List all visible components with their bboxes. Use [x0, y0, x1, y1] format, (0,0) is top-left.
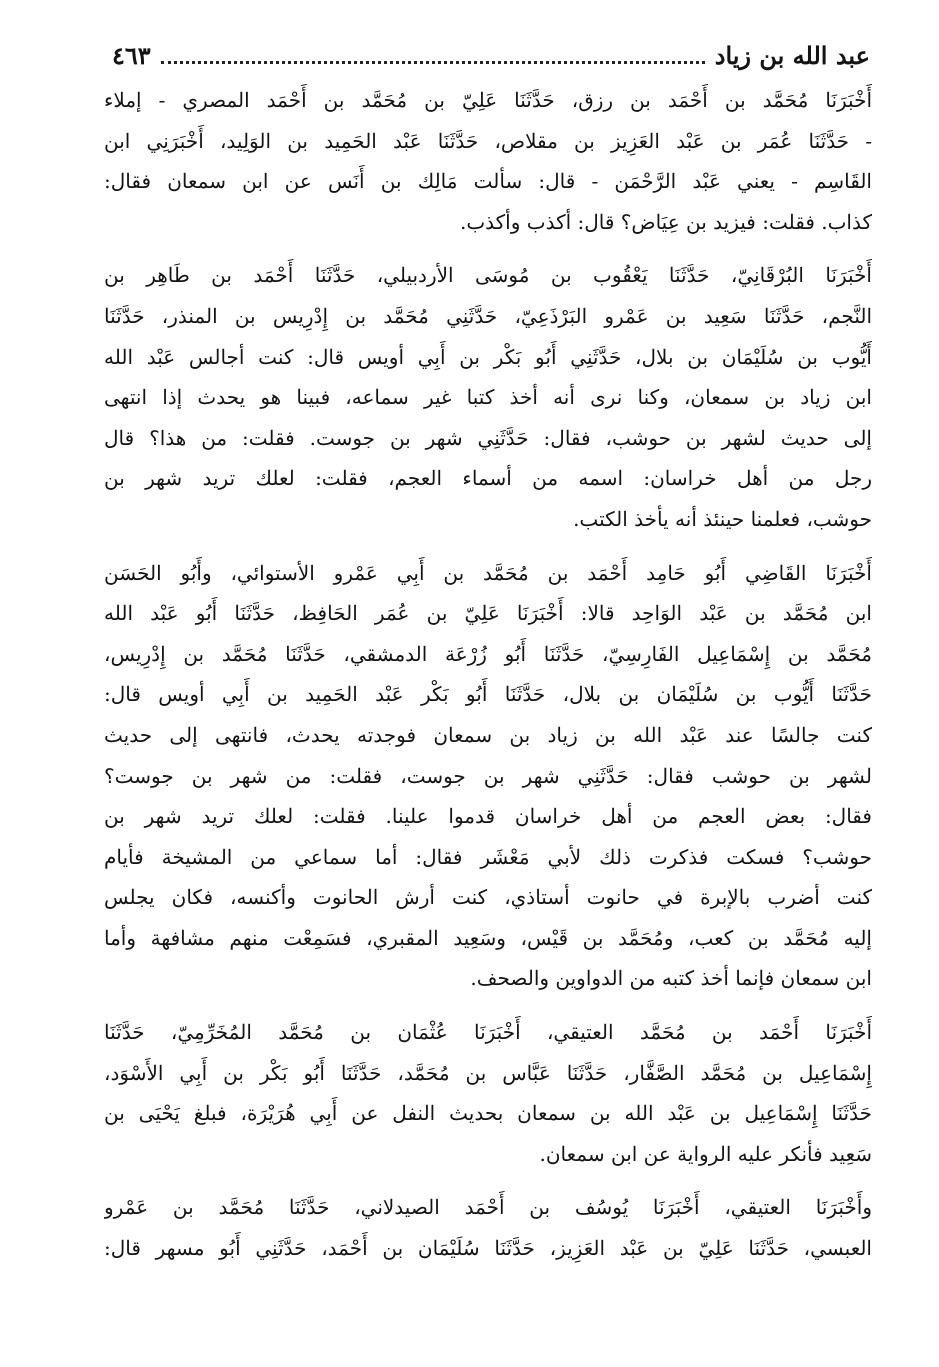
text-line: ابن سمعان فإنما أخذ كتبه من الدواوين والصحف.	[470, 966, 872, 991]
dotted-leader	[161, 53, 705, 64]
paragraph-1	[104, 80, 872, 242]
text-line: أَيُّوب بن سُلَيْمَان بن بلال، حَدَّثَنِي أَبُو بَكْر بن أَبِي أويس قال: كنت أجالس عَبْد الله	[104, 344, 872, 369]
text-line: حَدَّثَنَا أَيُّوب بن سُلَيْمَان بن بلال، حَدَّثَنَا أَبُو بَكْر عَبْد الحَمِيد بن أَبِي أويس قال:	[104, 682, 872, 707]
text-line: النَّجم، حَدَّثَنَا سَعِيد بن عَمْرو البَرْذَعِيّ، حَدَّثَنِي مُحَمَّد بن إِدْرِيس بن المنذر، حَدَّثَنَا	[104, 303, 872, 328]
text-line: أَخْبَرَنَا القَاضِي أَبُو حَامِد أَحْمَد بن مُحَمَّد بن أَبِي عَمْرو الأستوائي، وأَبُو الحَسَن	[104, 560, 872, 585]
text-line: إلى حديث لشهر بن حوشب، فقال: حَدَّثَنِي شهر بن جوست. فقلت: من هذا؟ قال	[104, 425, 872, 450]
paragraph-4	[104, 1012, 872, 1174]
paragraph-5	[104, 1187, 872, 1268]
text-line: سَعِيد فأنكر عليه الرواية عن ابن سمعان.	[539, 1141, 872, 1166]
paragraph-2	[104, 255, 872, 539]
text-line: ابن زياد بن سمعان، وكنا نرى أنه أخذ كتبا غير سماعه، فبينا هو يحدث إذا انتهى	[104, 385, 872, 410]
text-line: إليه مُحَمَّد بن كعب، ومُحَمَّد بن قَيْس، وسَعِيد المقبري، فسَمِعْت منهم مشافهة وأما	[104, 925, 872, 950]
paragraph-3	[104, 553, 872, 1000]
text-line: إِسْمَاعِيل بن مُحَمَّد الصَّفَّار، حَدَّثَنَا عَبَّاس بن مُحَمَّد، حَدَّثَنَا أَبُو بَكْر بن أَبِي الأَسْوَد،	[104, 1060, 872, 1085]
page-header	[112, 30, 870, 70]
text-line: أَخْبَرَنَا البُرْقَانِيّ، حَدَّثَنَا يَعْقُوب بن مُوسَى الأردبيلي، حَدَّثَنَا أَحْمَد بن طَاهِر بن	[104, 263, 872, 288]
text-line: حوشب، فعلمنا حينئذ أنه يأخذ الكتب.	[573, 506, 872, 531]
text-line: مُحَمَّد بن إِسْمَاعِيل الفَارِسِيّ، حَدَّثَنَا أَبُو زُرْعَة الدمشقي، حَدَّثَنَا مُحَمَّد بن إِدْرِيس،	[104, 641, 872, 666]
text-line: حوشب؟ فسكت فذكرت ذلك لأبي مَعْشَر فقال: أما سماعي من المشيخة فأيام	[104, 844, 872, 869]
text-line: العبسي، حَدَّثَنَا عَلِيّ بن عَبْد العَزِيز، حَدَّثَنَا سُلَيْمَان بن أَحْمَد، حَدَّثَنِي أَبُو مسهر قال:	[104, 1236, 872, 1261]
text-line: أَخْبَرَنَا مُحَمَّد بن أَحْمَد بن رزق، حَدَّثَنَا عَلِيّ بن مُحَمَّد بن أَحْمَد المصري - إملاء	[104, 88, 872, 112]
text-line: رجل من أهل خراسان: اسمه من أسماء العجم، فقلت: لعلك تريد شهر بن	[104, 466, 872, 491]
text-line: ابن مُحَمَّد بن عَبْد الوَاحِد قالا: أَخْبَرَنَا عَلِيّ بن عُمَر الحَافِظ، حَدَّثَنَا أَبُو عَبْد الله	[104, 601, 872, 626]
text-line: القَاسِم - يعني عَبْد الرَّحْمَن - قال: سألت مَالِك بن أَنَس عن ابن سمعان فقال:	[104, 169, 872, 194]
page-number: ٤٦٣	[112, 41, 151, 70]
text-line: حَدَّثَنَا إِسْمَاعِيل بن عَبْد الله بن سمعان بحديث النفل عن أَبِي هُرَيْرَة، فبلغ يَحْيَى بن	[104, 1101, 872, 1126]
text-line: فقال: بعض العجم من أهل خراسان قدموا علينا. فقلت: لعلك تريد شهر بن	[104, 804, 872, 829]
text-line: وأَخْبَرَنَا العتيقي، أَخْبَرَنَا يُوسُف بن أَحْمَد الصيدلاني، حَدَّثَنَا مُحَمَّد بن عَمْرو	[104, 1195, 872, 1220]
text-line: أَخْبَرَنَا أَحْمَد بن مُحَمَّد العتيقي، أَخْبَرَنَا عُثْمَان بن مُحَمَّد المُخَرِّمِيّ، حَدَّثَنَا	[104, 1020, 872, 1045]
text-line: لشهر بن حوشب فقال: حَدَّثَنِي شهر بن جوست، فقلت: من شهر بن جوست؟	[104, 763, 872, 788]
text-line: كذاب. فقلت: فيزيد بن عِيَاض؟ قال: أكذب وأكذب.	[459, 209, 872, 234]
running-head: عبد الله بن زياد	[714, 41, 870, 70]
text-line: كنت جالسًا عند عَبْد الله بن زياد بن سمعان فوجدته يحدث، فانتهى إلى حديث	[104, 722, 872, 747]
main-text	[104, 80, 872, 1282]
text-line: - حَدَّثَنَا عُمَر بن عَبْد العَزِيز بن مقلاص، حَدَّثَنَا عَبْد الحَمِيد بن الوَلِيد، أَخْبَرَنِي ابن	[104, 128, 872, 153]
text-line: كنت أضرب بالإبرة في حانوت أستاذي، كنت أرش الحانوت وأكنسه، فكان يجلس	[104, 885, 872, 910]
